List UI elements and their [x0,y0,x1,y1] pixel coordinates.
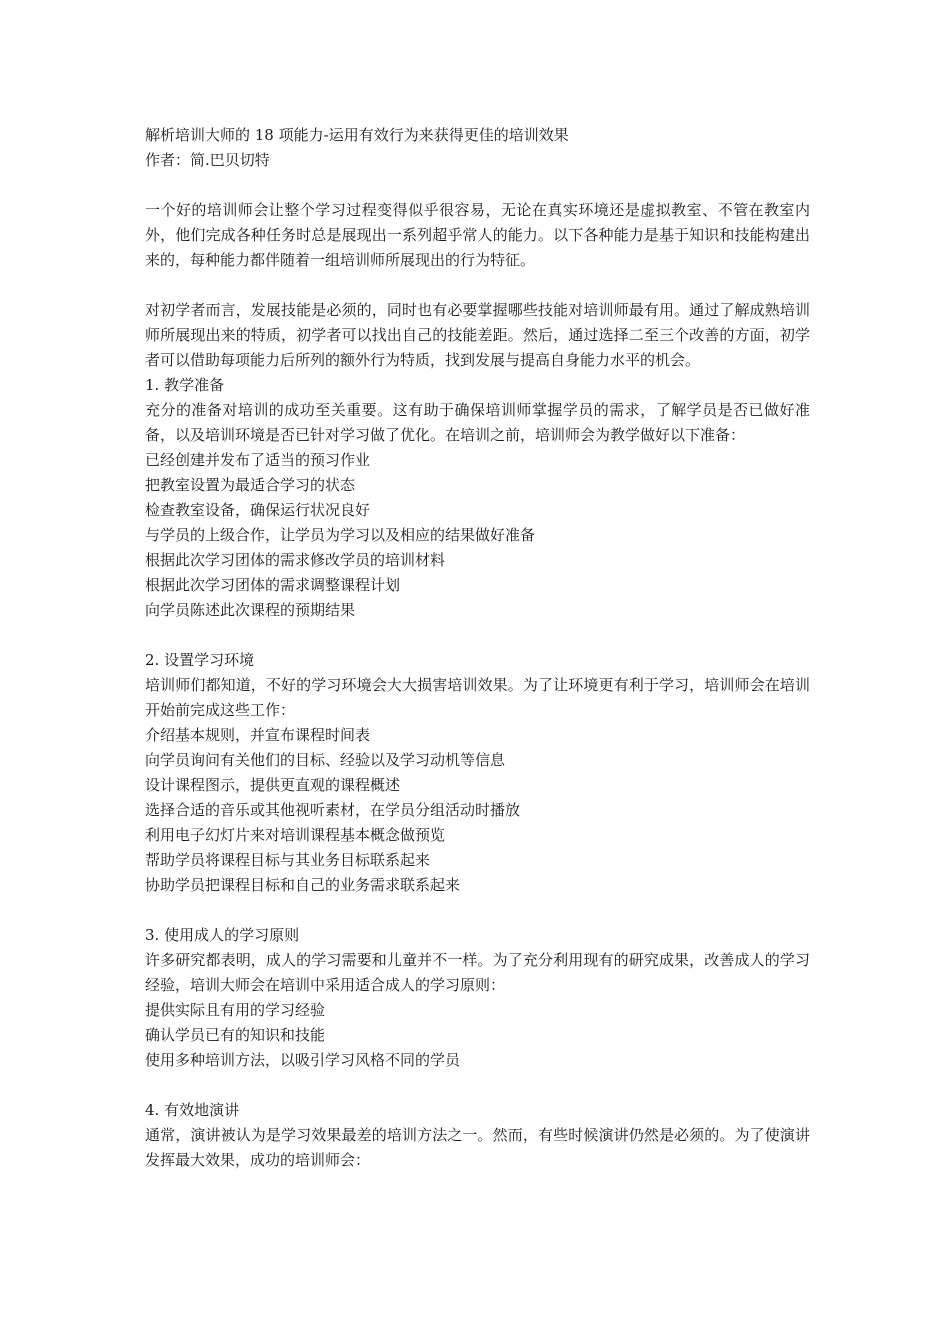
intro-paragraph: 对初学者而言，发展技能是必须的，同时也有必要掌握哪些技能对培训师最有用。通过了解成熟培训师所展现出来的特质，初学者可以找出自己的技能差距。然后，通过选择二至三个改善的方面，初学者可以借助每项能力后所列的额外行为特质，找到发展与提高自身能力水平的机会。 [145,301,810,369]
document-author: 作者：简.巴贝切特 [145,151,270,169]
list-item: 介绍基本规则，并宣布课程时间表 [145,726,371,744]
spacer [145,173,810,198]
list-item: 把教室设置为最适合学习的状态 [145,476,356,494]
section-body: 通常，演讲被认为是学习效果最差的培训方法之一。然而，有些时候演讲仍然是必须的。为了使演讲发挥最大效果，成功的培训师会： [145,1126,810,1169]
list-item: 根据此次学习团体的需求调整课程计划 [145,576,401,594]
section-heading: 3. 使用成人的学习原则 [145,926,300,944]
list-item: 利用电子幻灯片来对培训课程基本概念做预览 [145,826,446,844]
list-item: 设计课程图示，提供更直观的课程概述 [145,776,401,794]
section-body: 许多研究都表明，成人的学习需要和儿童并不一样。为了充分利用现有的研究成果，改善成人的学习经验，培训大师会在培训中采用适合成人的学习原则： [145,951,810,994]
list-item: 检查教室设备，确保运行状况良好 [145,501,371,519]
section-heading: 2. 设置学习环境 [145,651,255,669]
list-item: 帮助学员将课程目标与其业务目标联系起来 [145,851,431,869]
list-item: 提供实际且有用的学习经验 [145,1001,326,1019]
intro-paragraph: 一个好的培训师会让整个学习过程变得似乎很容易，无论在真实环境还是虚拟教室、不管在教室内外，他们完成各种任务时总是展现出一系列超乎常人的能力。以下各种能力是基于知识和技能构建出来的，每种能力都伴随着一组培训师所展现出的行为特征。 [145,201,810,269]
list-item: 选择合适的音乐或其他视听素材，在学员分组活动时播放 [145,801,521,819]
document-body [145,123,810,1173]
list-item: 协助学员把课程目标和自己的业务需求联系起来 [145,876,461,894]
list-item: 与学员的上级合作，让学员为学习以及相应的结果做好准备 [145,526,536,544]
section-body: 培训师们都知道，不好的学习环境会大大损害培训效果。为了让环境更有利于学习，培训师会在培训开始前完成这些工作： [145,676,810,719]
section-heading: 1. 教学准备 [145,376,225,394]
list-item: 向学员询问有关他们的目标、经验以及学习动机等信息 [145,751,506,769]
section-body: 充分的准备对培训的成功至关重要。这有助于确保培训师掌握学员的需求，了解学员是否已做好准备，以及培训环境是否已针对学习做了优化。在培训之前，培训师会为教学做好以下准备： [145,401,810,444]
list-item: 根据此次学习团体的需求修改学员的培训材料 [145,551,446,569]
section-heading: 4. 有效地演讲 [145,1101,240,1119]
list-item: 使用多种培训方法，以吸引学习风格不同的学员 [145,1051,461,1069]
list-item: 向学员陈述此次课程的预期结果 [145,601,356,619]
list-item: 确认学员已有的知识和技能 [145,1026,326,1044]
spacer [145,1073,810,1098]
spacer [145,623,810,648]
list-item: 已经创建并发布了适当的预习作业 [145,451,371,469]
spacer [145,273,810,298]
document-title: 解析培训大师的 18 项能力-运用有效行为来获得更佳的培训效果 [145,126,569,144]
spacer [145,898,810,923]
